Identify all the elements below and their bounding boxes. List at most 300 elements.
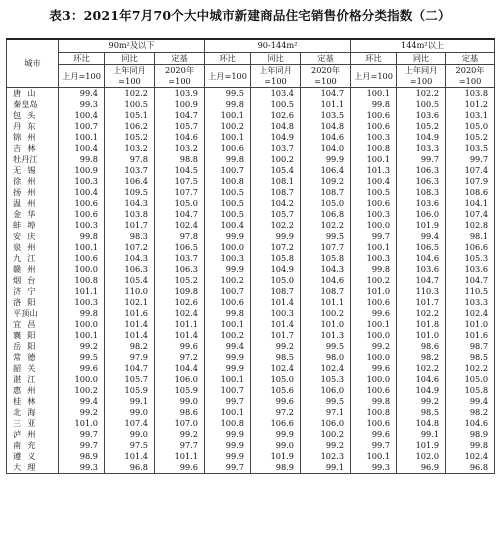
index-value-cell: 101.4	[251, 319, 301, 330]
index-value-cell: 100.0	[351, 330, 397, 341]
city-cell: 泉州	[7, 242, 59, 253]
index-value-cell: 105.0	[446, 121, 495, 132]
index-value-cell: 99.9	[205, 429, 251, 440]
city-cell: 吉林	[7, 143, 59, 154]
index-value-cell: 100.1	[351, 154, 397, 165]
index-value-cell: 105.7	[251, 209, 301, 220]
group-header-large: 144m²以上	[351, 39, 495, 52]
index-value-cell: 99.1	[105, 396, 155, 407]
index-value-cell: 98.5	[251, 352, 301, 363]
index-value-cell: 100.0	[59, 374, 105, 385]
index-value-cell: 104.9	[397, 385, 446, 396]
index-value-cell: 99.7	[351, 440, 397, 451]
table-row	[7, 385, 495, 396]
index-value-cell: 100.2	[205, 121, 251, 132]
index-value-cell: 106.3	[397, 165, 446, 176]
index-value-cell: 99.9	[205, 264, 251, 275]
group-header-small: 90m²及以下	[59, 39, 205, 52]
table-body	[7, 88, 495, 474]
index-value-cell: 99.2	[59, 407, 105, 418]
index-value-cell: 106.0	[155, 374, 205, 385]
index-value-cell: 100.2	[205, 275, 251, 286]
index-value-cell: 104.3	[105, 253, 155, 264]
index-value-cell: 98.9	[59, 451, 105, 462]
index-value-cell: 106.0	[301, 385, 351, 396]
table-row	[7, 220, 495, 231]
index-value-cell: 99.2	[155, 429, 205, 440]
index-value-cell: 105.0	[251, 275, 301, 286]
index-value-cell: 102.4	[446, 451, 495, 462]
index-value-cell: 99.9	[205, 451, 251, 462]
index-value-cell: 103.2	[105, 143, 155, 154]
index-value-cell: 107.2	[105, 242, 155, 253]
index-value-cell: 100.3	[351, 209, 397, 220]
index-value-cell: 99.8	[59, 231, 105, 242]
city-cell: 平顶山	[7, 308, 59, 319]
index-value-cell: 100.4	[59, 110, 105, 121]
index-value-cell: 100.6	[205, 143, 251, 154]
index-value-cell: 103.3	[446, 297, 495, 308]
index-value-cell: 105.9	[105, 385, 155, 396]
index-value-cell: 101.9	[397, 220, 446, 231]
index-value-cell: 100.7	[205, 286, 251, 297]
index-value-cell: 100.3	[59, 220, 105, 231]
index-value-cell: 105.4	[105, 275, 155, 286]
index-value-cell: 104.0	[301, 143, 351, 154]
index-value-cell: 101.1	[301, 297, 351, 308]
index-value-cell: 106.3	[397, 176, 446, 187]
index-value-cell: 101.7	[251, 330, 301, 341]
index-value-cell: 100.8	[351, 407, 397, 418]
index-value-cell: 105.6	[251, 385, 301, 396]
city-cell: 丹东	[7, 121, 59, 132]
index-value-cell: 101.1	[155, 451, 205, 462]
city-cell: 扬州	[7, 187, 59, 198]
index-value-cell: 107.7	[155, 187, 205, 198]
index-value-cell: 99.7	[205, 396, 251, 407]
index-value-cell: 105.3	[301, 374, 351, 385]
index-value-cell: 101.1	[155, 319, 205, 330]
index-value-cell: 100.1	[351, 242, 397, 253]
index-value-cell: 102.3	[301, 451, 351, 462]
city-cell: 济宁	[7, 286, 59, 297]
index-value-cell: 99.5	[301, 341, 351, 352]
index-value-cell: 98.8	[155, 154, 205, 165]
index-value-cell: 99.4	[397, 231, 446, 242]
index-value-cell: 99.7	[205, 462, 251, 474]
table-row	[7, 319, 495, 330]
base-header-last-year: 上年同月=100	[251, 65, 301, 88]
index-value-cell: 104.8	[301, 121, 351, 132]
city-cell: 桂林	[7, 396, 59, 407]
base-header-last-year: 上年同月=100	[105, 65, 155, 88]
index-value-cell: 100.7	[205, 165, 251, 176]
index-value-cell: 106.3	[105, 264, 155, 275]
index-value-cell: 105.0	[301, 198, 351, 209]
index-value-cell: 102.6	[155, 297, 205, 308]
index-value-cell: 100.5	[205, 209, 251, 220]
index-value-cell: 100.2	[351, 275, 397, 286]
index-value-cell: 100.1	[351, 319, 397, 330]
index-value-cell: 99.8	[351, 396, 397, 407]
index-value-cell: 110.5	[446, 286, 495, 297]
index-value-cell: 103.1	[446, 110, 495, 121]
index-value-cell: 105.1	[105, 110, 155, 121]
index-value-cell: 100.2	[301, 429, 351, 440]
index-value-cell: 109.5	[105, 187, 155, 198]
index-value-cell: 106.3	[155, 264, 205, 275]
index-value-cell: 102.2	[397, 88, 446, 100]
index-value-cell: 104.6	[301, 275, 351, 286]
index-value-cell: 100.1	[205, 374, 251, 385]
index-value-cell: 102.0	[397, 451, 446, 462]
index-value-cell: 99.8	[205, 99, 251, 110]
index-value-cell: 99.6	[351, 363, 397, 374]
index-value-cell: 100.1	[205, 110, 251, 121]
index-value-cell: 99.2	[301, 440, 351, 451]
index-value-cell: 99.5	[301, 396, 351, 407]
index-value-cell: 97.1	[301, 407, 351, 418]
index-value-cell: 102.2	[301, 220, 351, 231]
table-row	[7, 165, 495, 176]
index-value-cell: 100.6	[351, 198, 397, 209]
index-value-cell: 101.3	[301, 330, 351, 341]
index-value-cell: 99.9	[301, 154, 351, 165]
index-value-cell: 100.8	[351, 143, 397, 154]
city-column-header: 城市	[7, 39, 59, 88]
index-value-cell: 100.4	[59, 143, 105, 154]
index-value-cell: 100.0	[59, 319, 105, 330]
index-value-cell: 105.3	[446, 253, 495, 264]
index-value-cell: 105.2	[446, 132, 495, 143]
index-value-cell: 104.3	[301, 264, 351, 275]
index-value-cell: 100.4	[351, 176, 397, 187]
index-value-cell: 110.3	[397, 286, 446, 297]
index-value-cell: 107.4	[446, 209, 495, 220]
index-value-cell: 97.9	[105, 352, 155, 363]
index-value-cell: 101.9	[397, 440, 446, 451]
index-value-cell: 99.9	[205, 440, 251, 451]
index-value-cell: 102.4	[155, 308, 205, 319]
sub-header-fixed-base: 定基	[155, 52, 205, 65]
index-value-cell: 104.8	[251, 121, 301, 132]
index-value-cell: 103.6	[397, 110, 446, 121]
city-cell: 南充	[7, 440, 59, 451]
table-row	[7, 143, 495, 154]
index-value-cell: 109.8	[155, 286, 205, 297]
table-row	[7, 187, 495, 198]
index-value-cell: 101.7	[397, 297, 446, 308]
index-value-cell: 107.9	[446, 176, 495, 187]
index-value-cell: 99.9	[251, 429, 301, 440]
city-cell: 唐山	[7, 88, 59, 100]
index-value-cell: 104.6	[397, 374, 446, 385]
index-value-cell: 99.3	[59, 99, 105, 110]
index-value-cell: 98.1	[446, 231, 495, 242]
table-row	[7, 363, 495, 374]
city-cell: 大理	[7, 462, 59, 474]
index-value-cell: 105.2	[105, 132, 155, 143]
index-value-cell: 96.8	[105, 462, 155, 474]
sub-header-mom: 环比	[205, 52, 251, 65]
index-value-cell: 100.3	[59, 176, 105, 187]
index-value-cell: 97.8	[105, 154, 155, 165]
base-header-last-month: 上月=100	[59, 65, 105, 88]
index-value-cell: 106.4	[301, 165, 351, 176]
index-value-cell: 106.6	[446, 242, 495, 253]
index-value-cell: 100.5	[205, 198, 251, 209]
city-cell: 锦州	[7, 132, 59, 143]
table-row	[7, 88, 495, 100]
index-value-cell: 99.8	[446, 440, 495, 451]
index-value-cell: 101.0	[446, 319, 495, 330]
index-value-cell: 98.6	[155, 407, 205, 418]
index-value-cell: 99.0	[105, 407, 155, 418]
index-value-cell: 99.7	[59, 429, 105, 440]
index-value-cell: 108.7	[251, 187, 301, 198]
index-value-cell: 97.5	[105, 440, 155, 451]
table-row	[7, 264, 495, 275]
index-value-cell: 100.6	[351, 385, 397, 396]
table-row	[7, 297, 495, 308]
city-cell: 九江	[7, 253, 59, 264]
city-cell: 湛江	[7, 374, 59, 385]
city-cell: 宜昌	[7, 319, 59, 330]
index-value-cell: 100.1	[205, 319, 251, 330]
index-value-cell: 100.1	[205, 407, 251, 418]
index-value-cell: 99.0	[155, 396, 205, 407]
city-cell: 岳阳	[7, 341, 59, 352]
index-value-cell: 98.9	[251, 462, 301, 474]
table-row	[7, 440, 495, 451]
index-value-cell: 105.4	[251, 165, 301, 176]
index-value-cell: 101.7	[105, 220, 155, 231]
index-value-cell: 110.0	[105, 286, 155, 297]
index-value-cell: 99.9	[205, 231, 251, 242]
index-value-cell: 104.9	[251, 132, 301, 143]
index-value-cell: 105.0	[446, 374, 495, 385]
index-value-cell: 102.4	[155, 220, 205, 231]
index-value-cell: 105.9	[155, 385, 205, 396]
index-value-cell: 103.8	[446, 88, 495, 100]
index-value-cell: 99.3	[59, 462, 105, 474]
index-value-cell: 107.5	[155, 176, 205, 187]
index-value-cell: 100.7	[59, 121, 105, 132]
index-value-cell: 104.7	[446, 275, 495, 286]
index-value-cell: 100.3	[251, 308, 301, 319]
index-value-cell: 101.1	[59, 286, 105, 297]
index-value-cell: 99.8	[351, 99, 397, 110]
index-value-cell: 99.1	[301, 462, 351, 474]
table-row	[7, 407, 495, 418]
index-value-cell: 108.3	[397, 187, 446, 198]
index-value-cell: 103.6	[397, 198, 446, 209]
index-value-cell: 107.4	[105, 418, 155, 429]
index-value-cell: 98.2	[105, 341, 155, 352]
index-value-cell: 100.3	[59, 297, 105, 308]
index-value-cell: 101.0	[397, 330, 446, 341]
index-value-cell: 99.6	[351, 429, 397, 440]
index-value-cell: 100.5	[397, 99, 446, 110]
index-value-cell: 106.4	[105, 176, 155, 187]
table-row	[7, 275, 495, 286]
index-value-cell: 103.3	[397, 143, 446, 154]
index-value-cell: 100.8	[205, 176, 251, 187]
index-value-cell: 98.5	[397, 407, 446, 418]
index-value-cell: 99.8	[351, 264, 397, 275]
index-value-cell: 99.5	[59, 352, 105, 363]
index-value-cell: 104.6	[155, 132, 205, 143]
index-value-cell: 98.6	[397, 341, 446, 352]
index-value-cell: 106.0	[397, 209, 446, 220]
index-value-cell: 107.7	[301, 242, 351, 253]
index-value-cell: 105.8	[301, 253, 351, 264]
index-value-cell: 98.3	[105, 231, 155, 242]
group-header-medium: 90-144m²	[205, 39, 351, 52]
index-value-cell: 100.1	[351, 88, 397, 100]
index-value-cell: 98.9	[446, 429, 495, 440]
index-value-cell: 105.0	[155, 198, 205, 209]
index-value-cell: 99.6	[155, 462, 205, 474]
table-row	[7, 418, 495, 429]
index-value-cell: 99.1	[397, 429, 446, 440]
index-value-cell: 100.2	[205, 330, 251, 341]
index-value-cell: 104.3	[105, 198, 155, 209]
index-value-cell: 100.0	[205, 242, 251, 253]
index-value-cell: 103.5	[446, 143, 495, 154]
city-cell: 常德	[7, 352, 59, 363]
table-row	[7, 462, 495, 474]
sub-header-mom: 环比	[351, 52, 397, 65]
city-cell: 金华	[7, 209, 59, 220]
index-value-cell: 99.9	[251, 231, 301, 242]
index-value-cell: 100.6	[351, 110, 397, 121]
index-value-cell: 104.7	[155, 110, 205, 121]
index-value-cell: 102.1	[105, 297, 155, 308]
city-cell: 烟台	[7, 275, 59, 286]
index-value-cell: 108.1	[251, 176, 301, 187]
table-row	[7, 330, 495, 341]
index-value-cell: 104.8	[397, 418, 446, 429]
index-value-cell: 104.7	[105, 363, 155, 374]
city-cell: 徐州	[7, 176, 59, 187]
index-value-cell: 101.3	[351, 165, 397, 176]
index-value-cell: 105.7	[155, 121, 205, 132]
index-value-cell: 99.2	[251, 341, 301, 352]
index-value-cell: 102.2	[105, 88, 155, 100]
table-row	[7, 132, 495, 143]
index-value-cell: 101.0	[59, 418, 105, 429]
index-value-cell: 106.5	[397, 242, 446, 253]
table-row	[7, 110, 495, 121]
index-value-cell: 99.0	[105, 429, 155, 440]
table-row	[7, 374, 495, 385]
table-row	[7, 429, 495, 440]
index-value-cell: 109.2	[301, 176, 351, 187]
base-header-last-month: 上月=100	[205, 65, 251, 88]
index-value-cell: 98.0	[301, 352, 351, 363]
index-value-cell: 102.8	[446, 220, 495, 231]
table-title: 表3：2021年7月70个大中城市新建商品住宅销售价格分类指数（二）	[49, 8, 451, 23]
index-value-cell: 100.8	[59, 275, 105, 286]
base-header-2020: 2020年=100	[155, 65, 205, 88]
index-value-cell: 101.8	[397, 319, 446, 330]
index-value-cell: 99.6	[251, 396, 301, 407]
index-value-cell: 100.2	[59, 385, 105, 396]
index-value-cell: 106.8	[301, 209, 351, 220]
index-value-cell: 98.2	[446, 407, 495, 418]
index-value-cell: 101.0	[351, 286, 397, 297]
table-row	[7, 341, 495, 352]
index-value-cell: 106.0	[301, 418, 351, 429]
table-row	[7, 154, 495, 165]
city-cell: 秦皇岛	[7, 99, 59, 110]
base-header-last-year: 上年同月=100	[397, 65, 446, 88]
sub-header-fixed-base: 定基	[301, 52, 351, 65]
index-value-cell: 103.7	[105, 165, 155, 176]
city-cell: 无锡	[7, 165, 59, 176]
index-value-cell: 105.0	[251, 374, 301, 385]
index-value-cell: 105.8	[446, 385, 495, 396]
index-value-cell: 99.7	[446, 154, 495, 165]
index-value-cell: 106.6	[251, 418, 301, 429]
index-value-cell: 100.2	[301, 308, 351, 319]
city-cell: 赣州	[7, 264, 59, 275]
index-value-cell: 100.5	[351, 187, 397, 198]
index-value-cell: 97.7	[155, 440, 205, 451]
index-value-cell: 102.6	[251, 110, 301, 121]
index-value-cell: 99.8	[205, 154, 251, 165]
index-value-cell: 99.9	[205, 352, 251, 363]
index-value-cell: 107.2	[251, 242, 301, 253]
index-value-cell: 99.8	[59, 154, 105, 165]
index-value-cell: 104.5	[155, 165, 205, 176]
sub-header-yoy: 同比	[251, 52, 301, 65]
city-cell: 泸州	[7, 429, 59, 440]
index-value-cell: 105.8	[251, 253, 301, 264]
index-value-cell: 100.9	[59, 165, 105, 176]
sub-header-yoy: 同比	[105, 52, 155, 65]
index-value-cell: 108.7	[301, 187, 351, 198]
index-value-cell: 98.2	[397, 352, 446, 363]
city-cell: 蚌埠	[7, 220, 59, 231]
table-row	[7, 286, 495, 297]
index-value-cell: 101.4	[105, 330, 155, 341]
index-value-cell: 107.0	[155, 418, 205, 429]
index-value-cell: 103.6	[446, 264, 495, 275]
table-row	[7, 176, 495, 187]
table-row	[7, 352, 495, 363]
index-value-cell: 105.2	[397, 121, 446, 132]
index-value-cell: 104.7	[155, 209, 205, 220]
index-value-cell: 100.0	[351, 374, 397, 385]
city-cell: 襄阳	[7, 330, 59, 341]
index-value-cell: 100.6	[59, 209, 105, 220]
city-cell: 三亚	[7, 418, 59, 429]
table-row	[7, 253, 495, 264]
index-value-cell: 100.4	[205, 220, 251, 231]
index-value-cell: 105.7	[105, 374, 155, 385]
table-row	[7, 451, 495, 462]
table-header	[7, 39, 495, 88]
table-row	[7, 121, 495, 132]
index-value-cell: 106.5	[155, 242, 205, 253]
table-row	[7, 209, 495, 220]
index-value-cell: 101.2	[446, 99, 495, 110]
index-value-cell: 100.6	[205, 297, 251, 308]
table-row	[7, 308, 495, 319]
index-value-cell: 102.2	[397, 308, 446, 319]
